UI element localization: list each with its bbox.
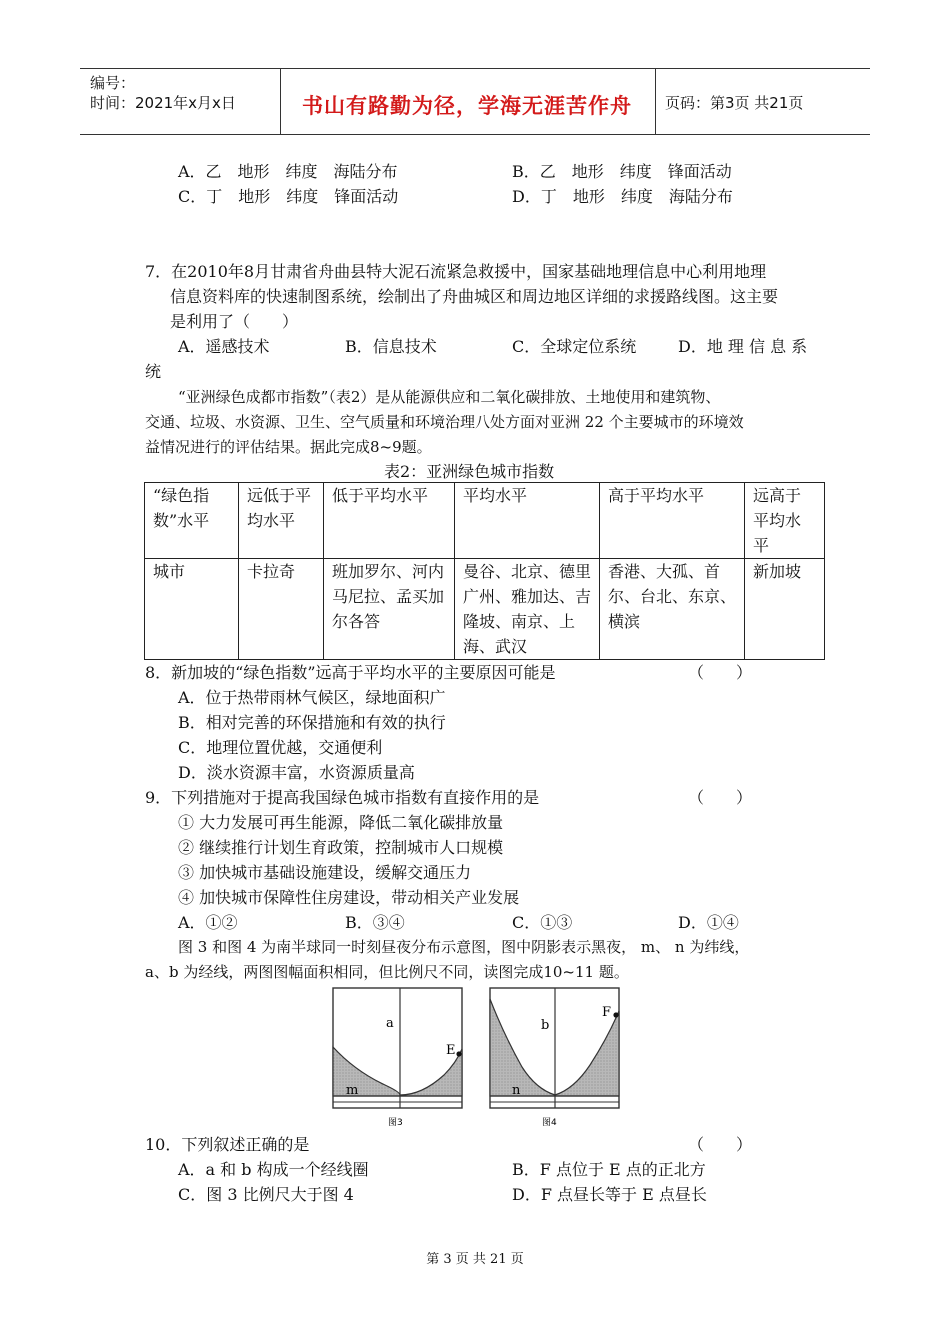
q7-stem-line1: 7．在2010年8月甘肃省舟曲县特大泥石流紧急救援中，国家基础地理信息中心利用地理 xyxy=(145,262,767,281)
table-cell: 香港、大孤、首尔、台北、东京、横滨 xyxy=(600,559,745,660)
q6-option-c: C．丁 地形 纬度 锋面活动 xyxy=(178,187,399,206)
q6-option-d: D．丁 地形 纬度 海陆分布 xyxy=(512,187,733,206)
q7-option-c: C．全球定位系统 xyxy=(512,337,637,356)
table-header-cell: 低于平均水平 xyxy=(324,483,455,559)
q9-option-d: D．①④ xyxy=(678,913,739,932)
q7-stem-line2: 信息资料库的快速制图系统，绘制出了舟曲城区和周边地区详细的求援路线图。这主要 xyxy=(170,287,779,306)
fig4-label-n: n xyxy=(512,1083,521,1098)
header-top-rule xyxy=(80,68,870,69)
table-header-cell: “绿色指数”水平 xyxy=(145,483,239,559)
q9-item-4: ④ 加快城市保障性住房建设，带动相关产业发展 xyxy=(178,888,520,907)
doc-time-label: 时间：2021年x月x日 xyxy=(90,94,236,112)
table-cell: 曼谷、北京、德里广州、雅加达、吉隆坡、南京、上海、武汉 xyxy=(455,559,600,660)
q8-option-d: D．淡水资源丰富，水资源质量高 xyxy=(178,763,415,782)
figure-4 xyxy=(486,985,622,1130)
q7-option-a: A．遥感技术 xyxy=(178,337,270,356)
header-divider-2 xyxy=(655,68,656,134)
q9-stem: 9．下列措施对于提高我国绿色城市指数有直接作用的是 xyxy=(145,788,540,807)
table-header-row xyxy=(145,483,825,559)
q9-item-1: ① 大力发展可再生能源，降低二氧化碳排放量 xyxy=(178,813,504,832)
q9-option-a: A．①② xyxy=(178,913,238,932)
page-header xyxy=(80,68,870,134)
fig4-point-f xyxy=(613,1012,618,1017)
fig3-label-m: m xyxy=(346,1083,359,1098)
fig3-label-a: a xyxy=(386,1016,394,1031)
fig4-label-f: F xyxy=(602,1005,612,1020)
q8-option-a: A．位于热带雨林气候区，绿地面积广 xyxy=(178,688,446,707)
q7-option-b: B．信息技术 xyxy=(345,337,437,356)
q7-stem-line3: 是利用了（ ） xyxy=(170,312,299,331)
intro-8-9-line1: “亚洲绿色成都市指数”（表2）是从能源供应和二氧化碳排放、土地使用和建筑物、 xyxy=(178,388,721,406)
table-header-cell: 远高于平均水平 xyxy=(745,483,825,559)
fig3-label-e: E xyxy=(446,1043,456,1058)
fig4-label-b: b xyxy=(541,1018,550,1033)
q10-option-a: A．a 和 b 构成一个经线圈 xyxy=(178,1160,369,1179)
page-number-label: 页码：第3页 共21页 xyxy=(665,94,804,112)
table-row-label: 城市 xyxy=(145,559,239,660)
doc-number-label: 编号： xyxy=(90,74,136,92)
q7-option-d-cont: 统 xyxy=(145,362,162,381)
q8-answer-paren: （ ） xyxy=(688,663,753,682)
q7-option-d: D．地 理 信 息 系 xyxy=(678,337,808,356)
table-header-cell: 平均水平 xyxy=(455,483,600,559)
green-city-index-table xyxy=(144,482,825,660)
q9-item-3: ③ 加快城市基础设施建设，缓解交通压力 xyxy=(178,863,472,882)
fig3-point-e xyxy=(456,1051,461,1056)
intro-8-9-line3: 益情况进行的评估结果。据此完成8~9题。 xyxy=(145,438,432,456)
q9-answer-paren: （ ） xyxy=(688,788,753,807)
q8-option-b: B．相对完善的环保措施和有效的执行 xyxy=(178,713,446,732)
q6-option-a: A．乙 地形 纬度 海陆分布 xyxy=(178,162,398,181)
page-footer: 第 3 页 共 21 页 xyxy=(426,1252,524,1267)
table-header-cell: 远低于平均水平 xyxy=(239,483,324,559)
figure-3 xyxy=(330,985,466,1130)
table-header-cell: 高于平均水平 xyxy=(600,483,745,559)
q8-stem: 8．新加坡的“绿色指数”远高于平均水平的主要原因可能是 xyxy=(145,663,556,682)
q9-item-2: ② 继续推行计划生育政策，控制城市人口规模 xyxy=(178,838,504,857)
q6-option-b: B．乙 地形 纬度 锋面活动 xyxy=(512,162,732,181)
intro-10-11-line1: 图 3 和图 4 为南半球同一时刻昼夜分布示意图，图中阴影表示黑夜， m、 n 为纬线， xyxy=(178,938,750,956)
table-caption: 表2：亚洲绿色城市指数 xyxy=(384,462,555,481)
q10-option-b: B．F 点位于 E 点的正北方 xyxy=(512,1160,706,1179)
header-bottom-rule xyxy=(80,134,870,135)
q8-option-c: C．地理位置优越，交通便利 xyxy=(178,738,383,757)
q10-option-c: C．图 3 比例尺大于图 4 xyxy=(178,1185,354,1204)
fig4-caption: 图4 xyxy=(542,1118,557,1128)
fig3-caption: 图3 xyxy=(388,1118,403,1128)
table-cell: 卡拉奇 xyxy=(239,559,324,660)
header-divider-1 xyxy=(280,68,281,134)
q9-option-c: C．①③ xyxy=(512,913,573,932)
q9-option-b: B．③④ xyxy=(345,913,405,932)
q10-stem: 10．下列叙述正确的是 xyxy=(145,1135,310,1154)
table-row xyxy=(145,559,825,660)
q10-answer-paren: （ ） xyxy=(688,1135,753,1154)
header-motto: 书山有路勤为径，学海无涯苦作舟 xyxy=(302,94,632,118)
table-cell: 班加罗尔、河内马尼拉、孟买加尔各答 xyxy=(324,559,455,660)
intro-10-11-line2: a、b 为经线，两图图幅面积相同，但比例尺不同，读图完成10~11 题。 xyxy=(145,963,629,981)
table-cell: 新加坡 xyxy=(745,559,825,660)
intro-8-9-line2: 交通、垃圾、水资源、卫生、空气质量和环境治理八处方面对亚洲 22 个主要城市的环境效 xyxy=(145,413,744,431)
q10-option-d: D．F 点昼长等于 E 点昼长 xyxy=(512,1185,707,1204)
